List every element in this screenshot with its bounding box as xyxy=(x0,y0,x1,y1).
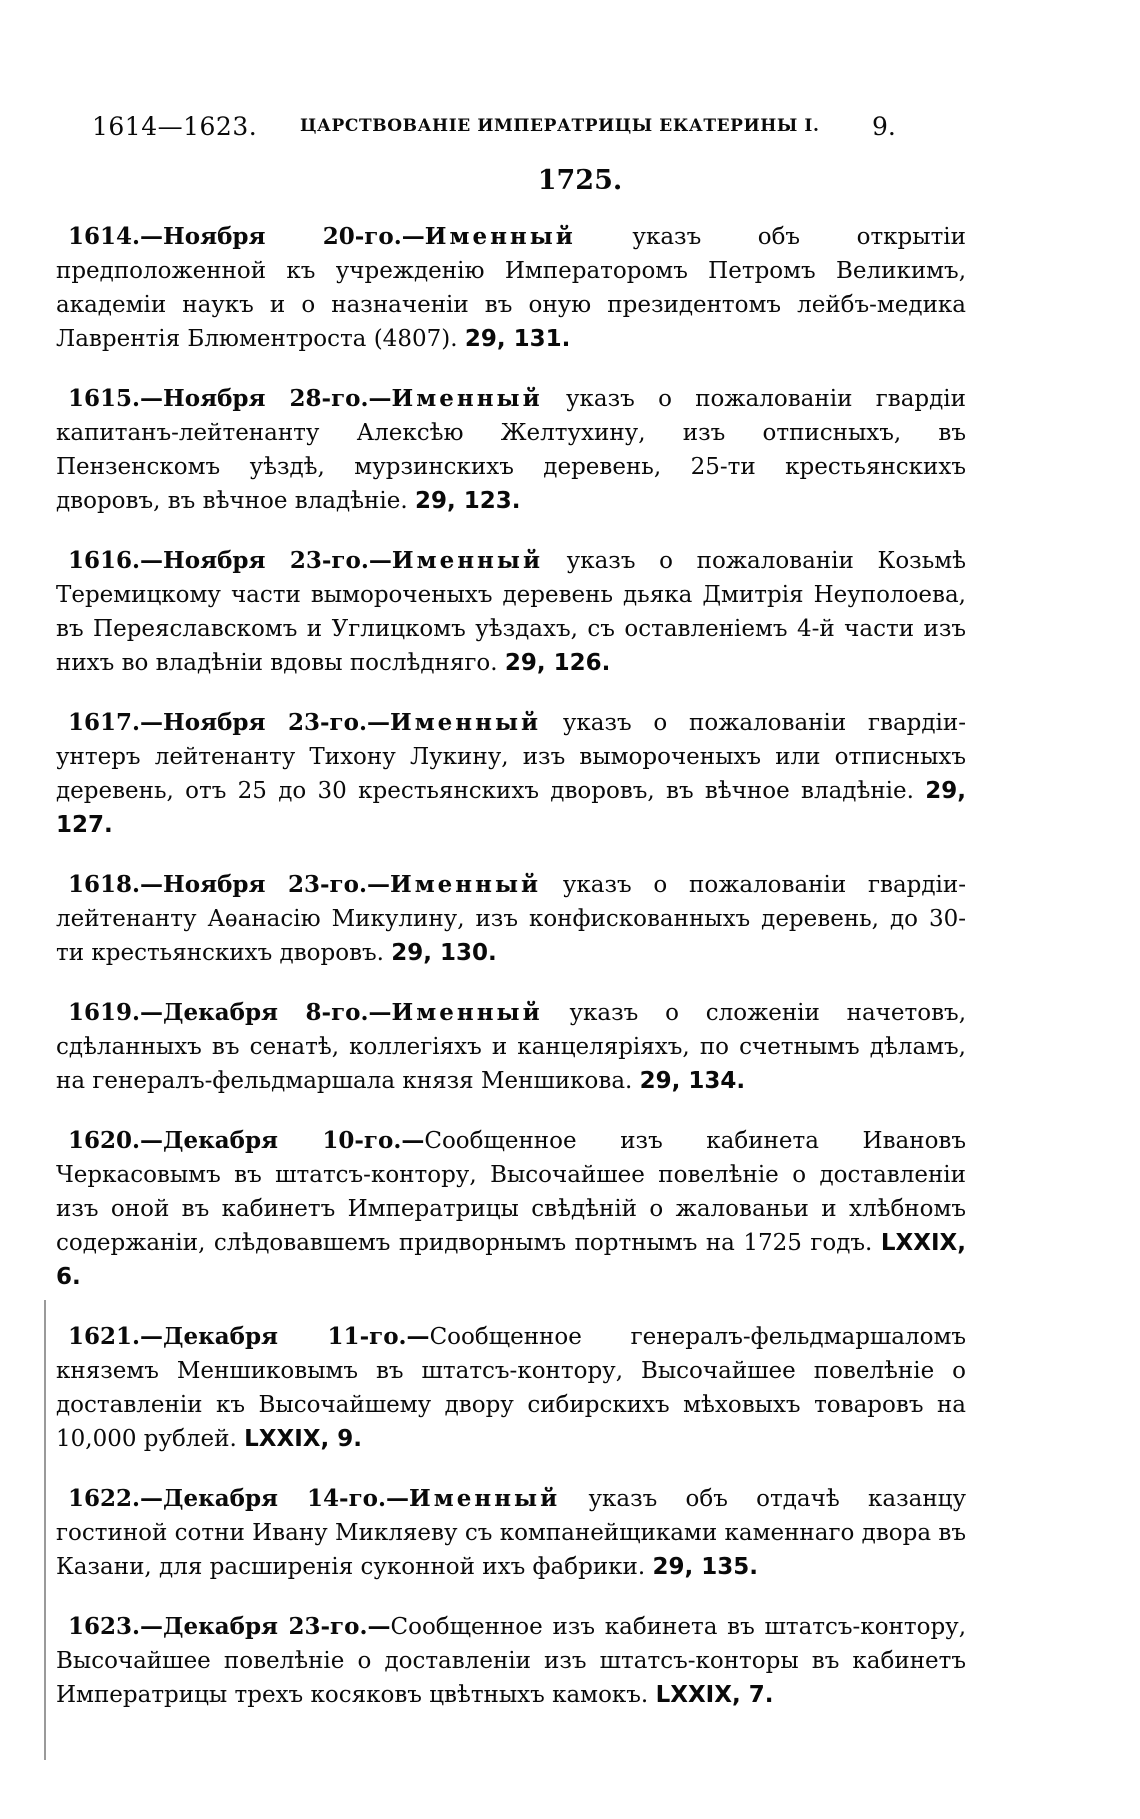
entry-type: Именный xyxy=(391,385,543,412)
entry-date: —Декабря 11-го.— xyxy=(140,1323,430,1350)
entry-date: —Декабря 10-го.— xyxy=(140,1127,425,1154)
entry-date: —Ноября 28-го.— xyxy=(140,385,392,412)
entry-date: —Ноября 23-го.— xyxy=(140,709,390,736)
entry-body: Сообщенное изъ кабинета въ штатсъ-контору, Высочайшее повелѣніе о доставленіи изъ штатсъ-конторы въ кабинетъ Императрицы трехъ косяковъ цвѣтныхъ камокъ. xyxy=(56,1614,967,1708)
entry-date: —Декабря 14-го.— xyxy=(140,1485,410,1512)
entry-body: указъ объ отдачѣ казанцу гостиной сотни Ивану Микляеву съ компанейщиками каменнаго двора въ Казани, для расширенія суконной ихъ фабрики. xyxy=(56,1486,966,1580)
entry-body: указъ объ открытіи предположенной къ учрежденію Императоромъ Петромъ Великимъ, академіи наукъ и о назначеніи въ оную президентомъ лейбъ-медика Лаврентія Блюментроста (4807). xyxy=(56,224,966,352)
entry-range: 1614—1623. xyxy=(92,112,258,141)
entry-body: указъ о пожалованіи Козьмѣ Теремицкому части вымороченыхъ деревень дьяка Дмитрія Неуполоева, въ Переяславскомъ и Углицкомъ уѣздахъ, съ оставленіемъ 4-й части изъ нихъ во владѣніи вдовы послѣдняго. xyxy=(56,548,966,676)
entry-reference: 29, 131. xyxy=(464,326,571,352)
entry-reference: 29, 127. xyxy=(56,778,966,838)
entry-1616 xyxy=(56,544,966,680)
entry-type: Именный xyxy=(389,871,542,898)
running-header xyxy=(92,112,896,152)
entry-body: указъ о пожалованіи гвардіи капитанъ-лейтенанту Алексѣю Желтухину, изъ отписныхъ, въ Пензенскомъ уѣздѣ, мурзинскихъ деревень, 25-ти крестьянскихъ дворовъ, въ вѣчное владѣніе. xyxy=(56,386,966,514)
entry-body: Сообщенное изъ кабинета Ивановъ Черкасовымъ въ штатсъ-контору, Высочайшее повелѣніе о доставленіи изъ оной въ кабинетъ Императрицы свѣдѣній о жалованьи и хлѣбномъ содержаніи, слѣдовавшемъ придворнымъ портнымъ на 1725 годъ. xyxy=(56,1128,967,1256)
entry-type: Именный xyxy=(391,547,544,574)
entry-type: Именный xyxy=(391,999,543,1026)
entry-1621 xyxy=(56,1320,966,1456)
page-number: 9. xyxy=(872,112,896,141)
entry-number: 1619. xyxy=(68,999,141,1026)
entry-number: 1618. xyxy=(68,871,141,898)
entry-date: —Ноября 23-го.— xyxy=(140,547,392,574)
entry-1622 xyxy=(56,1482,966,1584)
entry-number: 1620. xyxy=(68,1127,141,1154)
entry-1614 xyxy=(56,220,966,356)
entry-number: 1615. xyxy=(68,385,141,412)
entries-list xyxy=(56,220,966,1738)
entry-body: Сообщенное генералъ-фельдмаршаломъ княземъ Меншиковымъ въ штатсъ-контору, Высочайшее повелѣніе о доставленіи къ Высочайшему двору сибирскихъ мѣховыхъ товаровъ на 10,000 рублей. xyxy=(56,1324,966,1452)
entry-date: —Ноября 20-го.— xyxy=(140,223,425,250)
entry-date: —Ноября 23-го.— xyxy=(140,871,390,898)
entry-body: указъ о сложеніи начетовъ, сдѣланныхъ въ сенатѣ, коллегіяхъ и канцеляріяхъ, по счетнымъ дѣламъ, на генералъ-фельдмаршала князя Меншикова. xyxy=(56,1000,966,1094)
entry-type: Именный xyxy=(424,223,576,250)
entry-number: 1621. xyxy=(68,1323,141,1350)
entry-type: Именный xyxy=(389,709,542,736)
running-title: ЦАРСТВОВАНІЕ ИМПЕРАТРИЦЫ ЕКАТЕРИНЫ I. xyxy=(300,116,820,136)
entry-1618 xyxy=(56,868,966,970)
entry-date: —Декабря 23-го.— xyxy=(140,1613,391,1640)
entry-reference: LXXIX, 6. xyxy=(56,1230,966,1290)
entry-reference: 29, 130. xyxy=(391,940,497,966)
entry-1623 xyxy=(56,1610,966,1712)
entry-date: —Декабря 8-го.— xyxy=(140,999,392,1026)
entry-1620 xyxy=(56,1124,966,1294)
entry-reference: 29, 134. xyxy=(639,1068,746,1094)
entry-1617 xyxy=(56,706,966,842)
entry-reference: LXXIX, 9. xyxy=(244,1426,362,1452)
entry-1615 xyxy=(56,382,966,518)
year-heading: 1725. xyxy=(537,165,623,196)
entry-body: указъ о пожалованіи гвардіи-унтеръ лейтенанту Тихону Лукину, изъ вымороченыхъ или отписныхъ деревень, отъ 25 до 30 крестьянскихъ дворовъ, въ вѣчное владѣніе. xyxy=(56,710,967,804)
entry-reference: LXXIX, 7. xyxy=(655,1682,774,1708)
entry-number: 1617. xyxy=(68,709,141,736)
entry-number: 1614. xyxy=(68,223,141,250)
scan-margin-line xyxy=(44,1300,46,1760)
entry-number: 1622. xyxy=(68,1485,141,1512)
entry-reference: 29, 135. xyxy=(652,1554,758,1580)
entry-body: указъ о пожалованіи гвардіи-лейтенанту Аѳанасію Микулину, изъ конфискованныхъ деревень, до 30-ти крестьянскихъ дворовъ. xyxy=(56,872,967,966)
entry-reference: 29, 126. xyxy=(504,650,611,676)
entry-number: 1616. xyxy=(68,547,141,574)
entry-1619 xyxy=(56,996,966,1098)
entry-number: 1623. xyxy=(68,1613,141,1640)
entry-reference: 29, 123. xyxy=(414,488,521,514)
entry-type: Именный xyxy=(409,1485,561,1512)
